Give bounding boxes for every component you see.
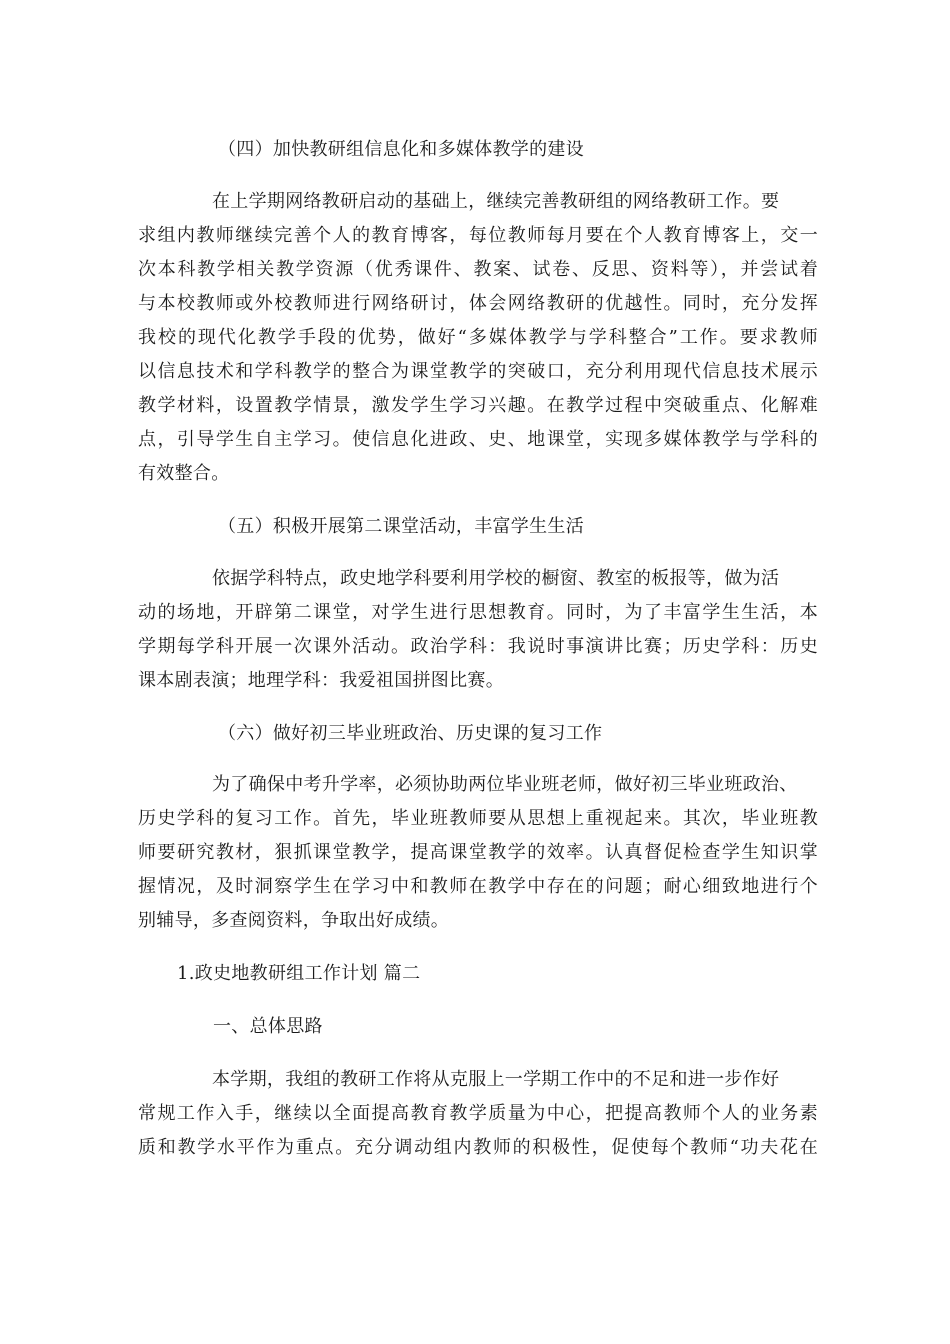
paragraph-line: 我校的现代化教学手段的优势，做好“多媒体教学与学科整合”工作。要求教师 xyxy=(138,327,818,348)
paragraph-line: 有效整合。 xyxy=(138,463,230,484)
paragraph-line: 以信息技术和学科教学的整合为课堂教学的突破口，充分利用现代信息技术展示 xyxy=(138,361,818,382)
paragraph-line: 常规工作入手，继续以全面提高教育教学质量为中心，把提高教师个人的业务素 xyxy=(138,1103,818,1124)
paragraph-line: 次本科教学相关教学资源（优秀课件、教案、试卷、反思、资料等），并尝试着 xyxy=(138,259,818,280)
paragraph-line: 动的场地，开辟第二课堂，对学生进行思想教育。同时，为了丰富学生生活，本 xyxy=(138,602,818,623)
paragraph-line: 课本剧表演；地理学科：我爱祖国拼图比赛。 xyxy=(138,670,504,691)
section-heading-4: （四）加快教研组信息化和多媒体教学的建设 xyxy=(218,139,584,160)
paragraph-line: 为了确保中考升学率，必须协助两位毕业班老师，做好初三毕业班政治、 xyxy=(212,774,798,795)
paragraph-line: 与本校教师或外校教师进行网络研讨，体会网络教研的优越性。同时，充分发挥 xyxy=(138,293,818,314)
paragraph-line: 质和教学水平作为重点。充分调动组内教师的积极性，促使每个教师“功夫花在 xyxy=(138,1137,818,1158)
section-title-part2: 1.政史地教研组工作计划 篇二 xyxy=(177,963,421,984)
subheading-overall: 一、总体思路 xyxy=(213,1016,323,1037)
paragraph-line: 师要研究教材，狠抓课堂教学，提高课堂教学的效率。认真督促检查学生知识掌 xyxy=(138,842,818,863)
paragraph-line: 教学材料，设置教学情景，激发学生学习兴趣。在教学过程中突破重点、化解难 xyxy=(138,395,818,416)
section-heading-5: （五）积极开展第二课堂活动，丰富学生生活 xyxy=(218,516,584,537)
section-heading-6: （六）做好初三毕业班政治、历史课的复习工作 xyxy=(218,723,603,744)
paragraph-line: 在上学期网络教研启动的基础上，继续完善教研组的网络教研工作。要 xyxy=(212,191,780,212)
paragraph-line: 本学期，我组的教研工作将从克服上一学期工作中的不足和进一步作好 xyxy=(212,1069,780,1090)
paragraph-line: 点，引导学生自主学习。使信息化进政、史、地课堂，实现多媒体教学与学科的 xyxy=(138,429,818,450)
paragraph-line: 学期每学科开展一次课外活动。政治学科：我说时事演讲比赛；历史学科：历史 xyxy=(138,636,818,657)
paragraph-line: 历史学科的复习工作。首先，毕业班教师要从思想上重视起来。其次，毕业班教 xyxy=(138,808,818,829)
paragraph-line: 别辅导，多查阅资料，争取出好成绩。 xyxy=(138,910,450,931)
paragraph-line: 握情况，及时洞察学生在学习中和教师在教学中存在的问题；耐心细致地进行个 xyxy=(138,876,818,897)
paragraph-line: 依据学科特点，政史地学科要利用学校的橱窗、教室的板报等，做为活 xyxy=(212,568,780,589)
paragraph-line: 求组内教师继续完善个人的教育博客，每位教师每月要在个人教育博客上，交一 xyxy=(138,225,818,246)
